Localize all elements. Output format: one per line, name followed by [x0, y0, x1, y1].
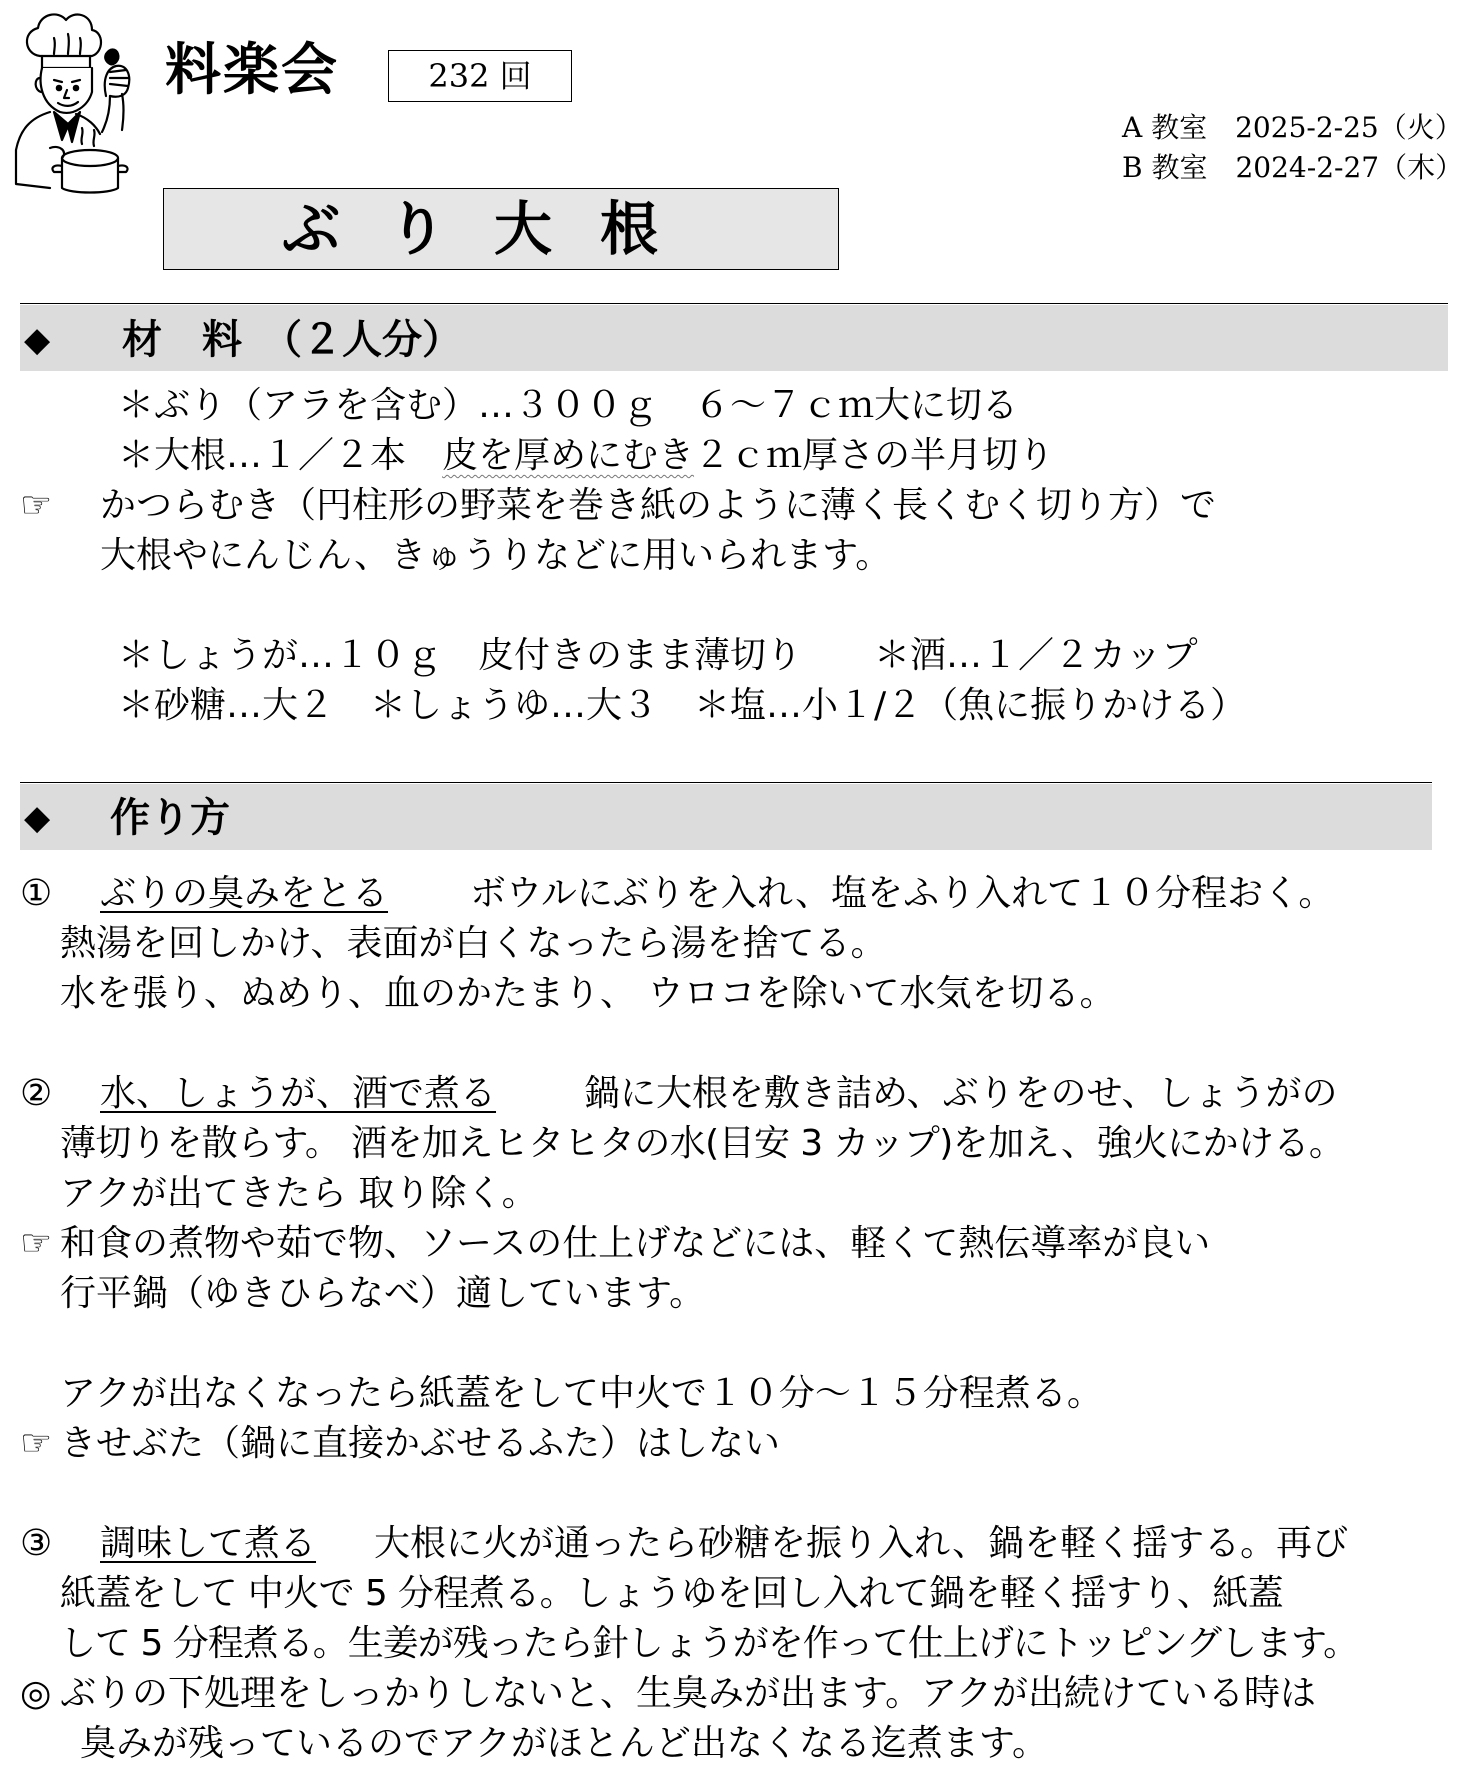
class-date-b: B 教室 2024-2-27（木） [1122, 151, 1464, 184]
step1-number: ① [20, 873, 53, 914]
diamond-bullet-icon: ◆ [24, 798, 51, 838]
section-rule-ingredients [20, 303, 1448, 304]
ingredient-daikon-wavy: 皮を厚めにむき [442, 435, 695, 476]
step2-note1-line1: 和食の煮物や茹で物、ソースの仕上げなどには、軽くて熱伝導率が良い [60, 1223, 1211, 1264]
tip-line1: ぶりの下処理をしっかりしないと、生臭みが出ます。アクが出続けている時は [60, 1673, 1317, 1714]
step1-line2: 熱湯を回しかけ、表面が白くなったら湯を捨てる。 [60, 923, 887, 964]
tip-line2: 臭みが残っているのでアクがほとんど出なくなる迄煮ます。 [80, 1723, 1049, 1764]
note-katsuramuki-1: かつらむき（円柱形の野菜を巻き紙のように薄く長くむく切り方）で [100, 485, 1217, 526]
step2-line3: アクが出てきたら 取り除く。 [60, 1173, 538, 1214]
step3-text: 大根に火が通ったら砂糖を振り入れ、鍋を軽く揺する。再び [374, 1523, 1349, 1564]
pointing-hand-icon: ☞ [20, 1223, 53, 1264]
step2-note2: きせぶた（鍋に直接かぶせるふた）はしない [60, 1423, 781, 1464]
ingredient-seasonings: ＊砂糖…大２ ＊しょうゆ…大３ ＊塩…小１/２（魚に振りかける） [118, 685, 1247, 726]
step1-text: ボウルにぶりを入れ、塩をふり入れて１０分程おく。 [470, 873, 1335, 914]
section-band-method [20, 784, 1432, 850]
step1-title: ぶりの臭みをとる [100, 873, 389, 914]
pointing-hand-icon: ☞ [20, 1423, 53, 1464]
step2-number: ② [20, 1073, 53, 1114]
pointing-hand-icon: ☞ [20, 485, 53, 526]
section-rule-method [20, 782, 1432, 783]
ingredient-buri: ＊ぶり（アラを含む）…３００ｇ ６～７ｃｍ大に切る [118, 385, 1019, 426]
step3-title: 調味して煮る [100, 1523, 317, 1564]
method-heading: 作り方 [110, 795, 230, 841]
step3-line2: 紙蓋をして 中火で 5 分程煮る。しょうゆを回し入れて鍋を軽く揺すり、紙蓋 [60, 1573, 1284, 1614]
ingredient-ginger-sake: ＊しょうが…１０ｇ 皮付きのまま薄切り ＊酒…１／２カップ [118, 635, 1198, 676]
class-date-a: A 教室 2025-2-25（火） [1122, 111, 1463, 144]
step2-line4: アクが出なくなったら紙蓋をして中火で１０分～１５分程煮る。 [60, 1373, 1103, 1414]
ingredient-daikon-suffix: ２ｃｍ厚さの半月切り [694, 435, 1055, 476]
tip-mark: ◎ [20, 1673, 52, 1714]
diamond-bullet-icon: ◆ [24, 320, 51, 360]
step1-line3: 水を張り、ぬめり、血のかたまり、 ウロコを除いて水気を切る。 [60, 973, 1116, 1014]
ingredient-daikon-prefix: ＊大根…１／２本 [118, 435, 443, 476]
chef-illustration [10, 8, 150, 194]
step2-text: 鍋に大根を敷き詰め、ぶりをのせ、しょうがの [584, 1073, 1338, 1114]
step2-note1-line2: 行平鍋（ゆきひらなべ）適しています。 [60, 1273, 706, 1314]
step2-line2: 薄切りを散らす。 酒を加えヒタヒタの水(目安 3 カップ)を加え、強火にかける。 [60, 1123, 1345, 1164]
step2-title: 水、しょうが、酒で煮る [100, 1073, 497, 1114]
step3-number: ③ [20, 1523, 53, 1564]
ingredients-heading: 材 料 （２人分） [122, 317, 462, 363]
recipe-title: ぶり大根 [282, 195, 707, 263]
ingredient-daikon [118, 434, 1054, 478]
note-katsuramuki-2: 大根やにんじん、きゅうりなどに用いられます。 [100, 535, 892, 576]
step3-line3: して 5 分程煮る。生姜が残ったら針しょうがを作って仕上げにトッピングします。 [60, 1623, 1359, 1664]
brand-title: 料楽会 [165, 38, 339, 103]
episode-number: 232 回 [388, 50, 572, 102]
